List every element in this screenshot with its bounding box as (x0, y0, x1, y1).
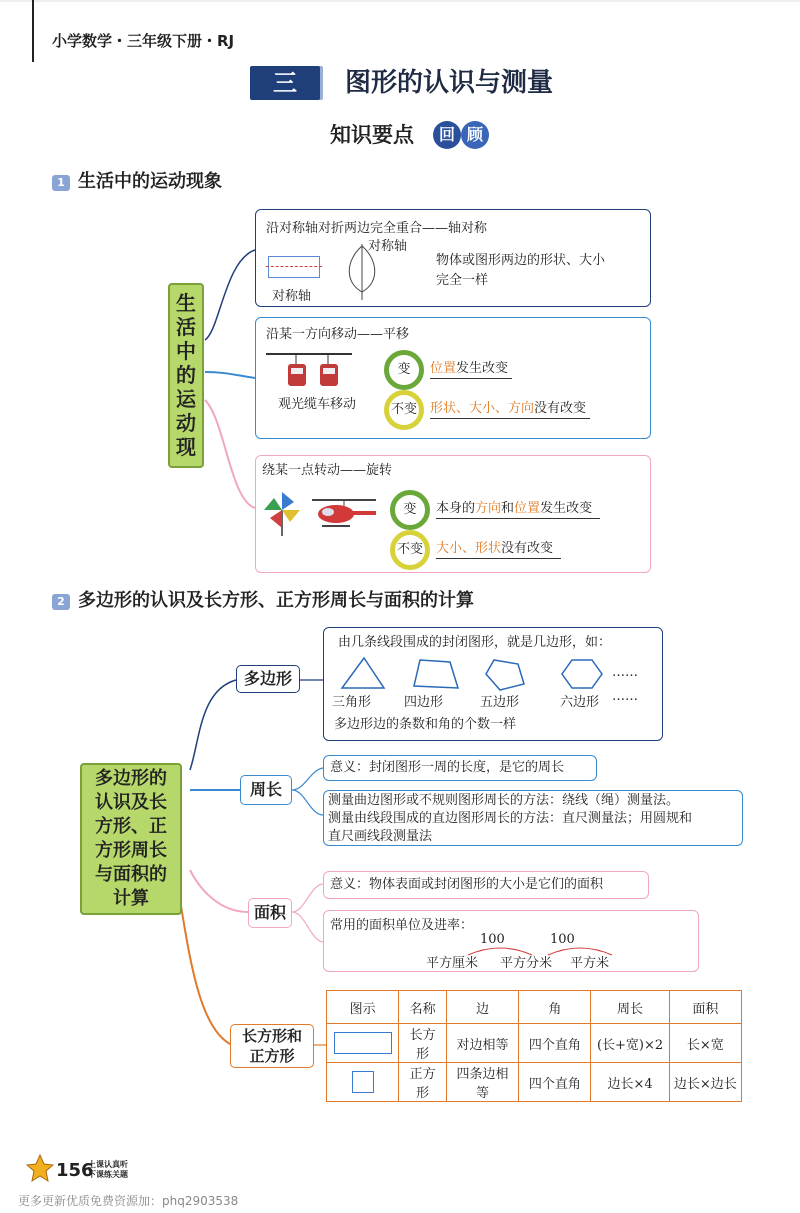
rect-square-label-1: 长方形和 (241, 1027, 302, 1045)
rotation-change-mid: 和 (501, 501, 515, 516)
unit-square-cm: 平方厘米 (426, 956, 479, 971)
table-cell: 边长×边长 (669, 1063, 741, 1102)
table-row (327, 1024, 742, 1063)
table-cell: 长×宽 (669, 1024, 741, 1063)
rect-square-table (326, 990, 742, 1102)
square-figure (352, 1071, 374, 1093)
perimeter-label: 周长 (240, 775, 292, 805)
section-1-number-icon: 1 (52, 175, 70, 191)
rotation-nochange-ring: 不变 (390, 530, 430, 570)
table-header-cell: 图示 (327, 991, 399, 1024)
area-units-title: 常用的面积单位及进率： (330, 918, 474, 933)
unit-square-dm: 平方分米 (500, 956, 553, 971)
perimeter-method-2: 测量由线段围成的直边图形周长的方法：直尺测量法；用圆规和 (328, 811, 693, 826)
symmetry-definition: 沿对称轴对折两边完全重合——轴对称 (266, 221, 488, 236)
table-header-cell: 角 (519, 991, 591, 1024)
perimeter-meaning-box (323, 755, 597, 781)
book-header: 小学数学・三年级下册・RJ (52, 32, 235, 50)
section-2-title: 多边形的认识及长方形、正方形周长与面积的计算 (78, 590, 474, 611)
page-slogan-1: 上课认真听 (88, 1160, 128, 1169)
axis-label-left: 对称轴 (272, 289, 312, 304)
translation-change-highlight: 位置 (430, 361, 457, 376)
center-char: 动 (176, 411, 196, 435)
pentagon-label: 五边形 (480, 695, 520, 710)
cable-car-icon (266, 350, 352, 394)
review-badge-1: 回 (433, 121, 461, 149)
symmetry-box (255, 209, 651, 307)
quadrilateral-label: 四边形 (404, 695, 444, 710)
table-header-cell: 边 (446, 991, 518, 1024)
polygon-ellipsis-1: …… (612, 665, 638, 680)
table-cell: 四个直角 (519, 1024, 591, 1063)
rectangle-figure-cell (327, 1024, 399, 1063)
rotation-change-hl2: 位置 (514, 501, 541, 516)
area-meaning: 意义：物体表面或封闭图形的大小是它们的面积 (330, 877, 604, 892)
cable-car-caption: 观光缆车移动 (278, 397, 357, 412)
polygon-box (323, 627, 663, 741)
center-char: 运 (176, 387, 196, 411)
area-rate-2: 100 (550, 932, 575, 947)
rotation-change-text (436, 500, 600, 519)
mascot-icon (26, 1154, 54, 1184)
page-slogan (88, 1160, 128, 1180)
rotation-change-rest: 发生改变 (540, 501, 593, 516)
section-1-center-node (168, 283, 204, 468)
polygon-shapes (334, 656, 624, 692)
table-cell: (长+宽)×2 (591, 1024, 669, 1063)
table-header-cell: 面积 (669, 991, 741, 1024)
unit-square-m: 平方米 (570, 956, 610, 971)
page-slogan-2: 下课练关题 (88, 1170, 128, 1179)
center-line: 计算 (113, 888, 149, 909)
symmetry-desc-2: 完全一样 (436, 273, 489, 288)
table-header-row (327, 991, 742, 1024)
table-cell: 长方形 (399, 1024, 447, 1063)
area-units-box (323, 910, 699, 972)
center-char: 活 (176, 315, 196, 339)
rotation-box (255, 455, 651, 573)
footer-watermark: 更多更新优质免费资源加：phq2903538 (18, 1194, 239, 1208)
rotation-nochange-highlight: 大小、形状 (436, 541, 502, 556)
area-meaning-box (323, 871, 649, 899)
center-line: 方形、正 (95, 816, 167, 837)
section-2-number-icon: 2 (52, 594, 70, 610)
review-badge-2: 顾 (461, 121, 489, 149)
translation-change-text (430, 360, 512, 379)
chapter-title: 图形的认识与测量 (345, 68, 554, 98)
center-line: 方形周长 (95, 840, 167, 861)
center-char: 的 (176, 363, 196, 387)
rotation-nochange-text (436, 540, 561, 559)
section-1-title: 生活中的运动现象 (78, 171, 222, 192)
polygon-ellipsis-2: …… (612, 689, 638, 704)
center-char: 中 (176, 339, 196, 363)
table-cell: 正方形 (399, 1063, 447, 1102)
rotation-change-hl1: 方向 (475, 501, 502, 516)
square-figure-cell (327, 1063, 399, 1102)
perimeter-methods-box (323, 790, 743, 846)
chapter-number-badge: 三 (250, 66, 320, 100)
rotation-definition: 绕某一点转动——旋转 (262, 463, 393, 478)
table-cell: 四个直角 (519, 1063, 591, 1102)
table-cell: 四条边相等 (446, 1063, 518, 1102)
translation-box (255, 317, 651, 439)
hexagon-label: 六边形 (560, 695, 600, 710)
symmetry-rectangle-figure (268, 256, 320, 278)
nochange-ring: 不变 (384, 390, 424, 430)
change-ring: 变 (384, 350, 424, 390)
center-line: 认识及长 (95, 792, 167, 813)
translation-nochange-rest: 没有改变 (534, 401, 587, 416)
translation-nochange-text (430, 400, 590, 419)
rect-square-label (230, 1024, 314, 1068)
symmetry-desc-1: 物体或图形两边的形状、大小 (436, 253, 606, 268)
triangle-label: 三角形 (332, 695, 372, 710)
table-row (327, 1063, 742, 1102)
center-line: 多边形的 (95, 768, 167, 789)
table-header-cell: 名称 (399, 991, 447, 1024)
translation-definition: 沿某一方向移动——平移 (266, 327, 410, 342)
perimeter-method-3: 直尺画线段测量法 (328, 829, 433, 844)
page-number: 156 (56, 1160, 94, 1181)
symmetry-axis-line (266, 266, 322, 267)
perimeter-meaning: 意义：封闭图形一周的长度，是它的周长 (330, 760, 565, 775)
table-cell: 边长×4 (591, 1063, 669, 1102)
perimeter-method-1: 测量曲边图形或不规则图形周长的方法：绕线（绳）测量法。 (328, 793, 680, 808)
pinwheel-icon (262, 490, 302, 536)
rect-square-label-2: 正方形 (249, 1047, 295, 1065)
center-line: 与面积的 (95, 864, 167, 885)
rotation-change-ring: 变 (390, 490, 430, 530)
table-header-cell: 周长 (591, 991, 669, 1024)
center-char: 现 (176, 435, 196, 459)
translation-nochange-highlight: 形状、大小、方向 (430, 401, 535, 416)
rectangle-figure (334, 1032, 392, 1054)
axis-label-right: 对称轴 (368, 239, 408, 254)
polygon-label: 多边形 (236, 665, 300, 693)
polygon-definition: 由几条线段围成的封闭图形，就是几边形，如： (338, 635, 612, 650)
polygon-property: 多边形边的条数和角的个数一样 (334, 717, 517, 732)
translation-change-rest: 发生改变 (456, 361, 509, 376)
rotation-change-pre: 本身的 (436, 501, 476, 516)
review-heading-text: 知识要点 (330, 123, 414, 147)
table-cell: 对边相等 (446, 1024, 518, 1063)
area-label: 面积 (248, 898, 292, 928)
rotation-nochange-rest: 没有改变 (501, 541, 554, 556)
area-rate-1: 100 (480, 932, 505, 947)
center-char: 生 (176, 291, 196, 315)
helicopter-icon (306, 496, 382, 532)
section-2-center-node (80, 763, 182, 915)
